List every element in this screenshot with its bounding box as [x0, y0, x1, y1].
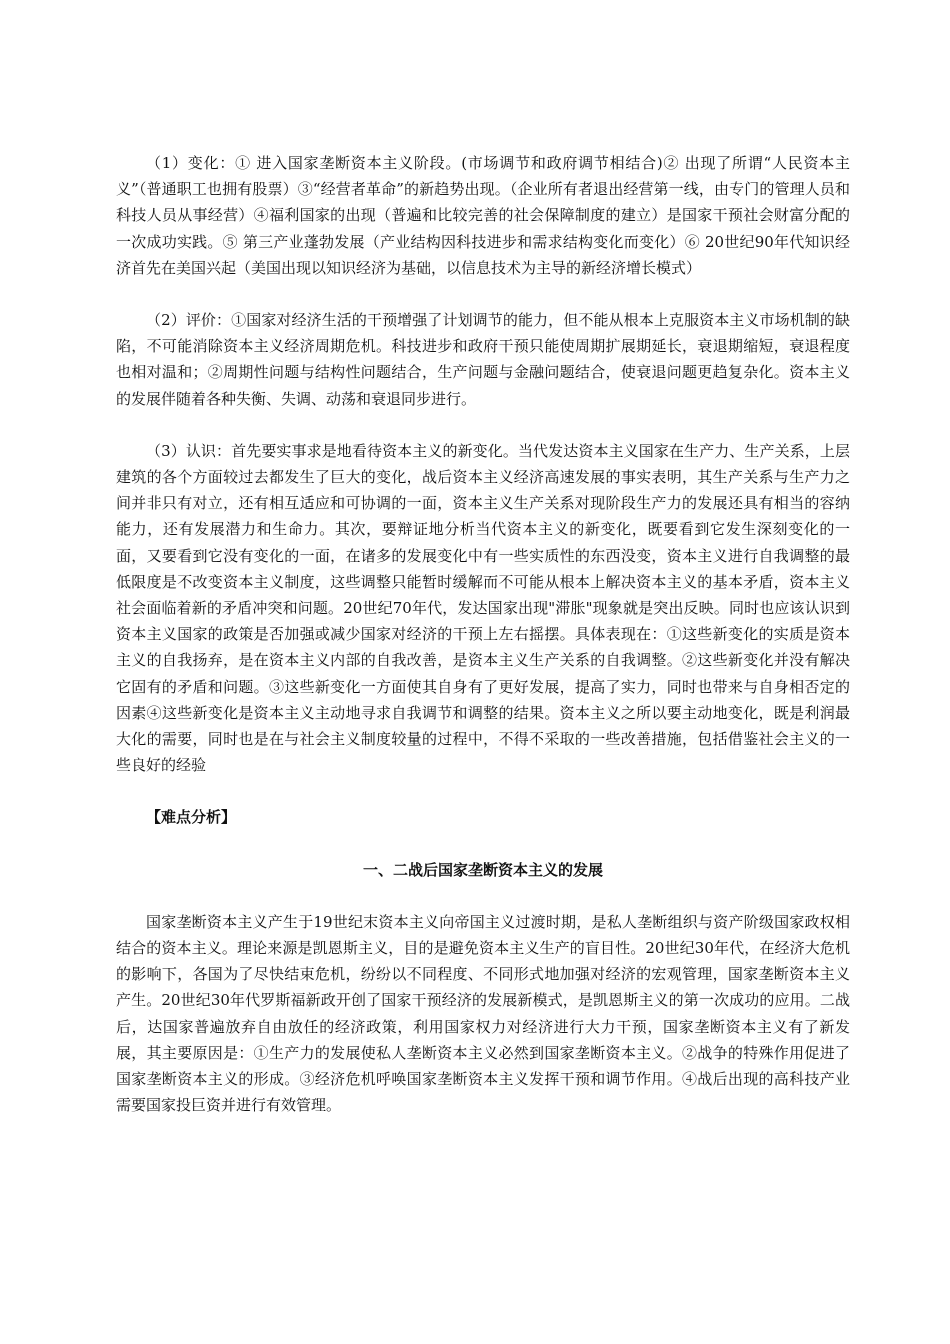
paragraph-spacer	[116, 778, 850, 804]
document-body	[116, 150, 850, 1119]
paragraph-changes: （1）变化：① 进入国家垄断资本主义阶段。(市场调节和政府调节相结合)② 出现了所谓“人民资本主义”（普通职工也拥有股票）③“经营者革命”的新趋势出现。（企业所有者退出经营第一线，由专门的管理人员和科技人员从事经营）④福利国家的出现（普遍和比较完善的社会保障制度的建立）是国家干预社会财富分配的一次成功实践。⑤ 第三产业蓬勃发展（产业结构因科技进步和需求结构变化而变化）⑥ 20世纪90年代知识经济首先在美国兴起（美国出现以知识经济为基础，以信息技术为主导的新经济增长模式）	[116, 154, 850, 277]
paragraph-spacer	[116, 412, 850, 438]
section-heading: 一、二战后国家垄断资本主义的发展	[362, 860, 603, 879]
section-label: 【难点分析】	[146, 808, 237, 827]
paragraph-spacer	[116, 831, 850, 857]
paragraph-spacer	[116, 883, 850, 909]
paragraph-evaluation: （2）评价：①国家对经济生活的干预增强了计划调节的能力，但不能从根本上克服资本主义市场机制的缺陷，不可能消除资本主义经济周期危机。科技进步和政府干预只能使周期扩展期延长，衰退期缩短，衰退程度也相对温和；②周期性问题与结构性问题结合，生产问题与金融问题结合，使衰退问题更趋复杂化。资本主义的发展伴随着各种失衡、失调、动荡和衰退同步进行。	[116, 311, 850, 408]
paragraph-understanding: （3）认识：首先要实事求是地看待资本主义的新变化。当代发达资本主义国家在生产力、生产关系，上层建筑的各个方面较过去都发生了巨大的变化，战后资本主义经济高速发展的事实表明，其生产关系与生产力之间并非只有对立，还有相互适应和可协调的一面，资本主义生产关系对现阶段生产力的发展还具有相当的容纳能力，还有发展潜力和生命力。其次，要辩证地分析当代资本主义的新变化，既要看到它发生深刻变化的一面，又要看到它没有变化的一面，在诸多的发展变化中有一些实质性的东西没变，资本主义进行自我调整的最低限度是不改变资本主义制度，这些调整只能暂时缓解而不可能从根本上解决资本主义的基本矛盾，资本主义社会面临着新的矛盾冲突和问题。20世纪70年代，发达国家出现"滞胀"现象就是突出反映。同时也应该认识到资本主义国家的政策是否加强或减少国家对经济的干预上左右摇摆。具体表现在：①这些新变化的实质是资本主义的自我扬弃，是在资本主义内部的自我改善，是资本主义生产关系的自我调整。②这些新变化并没有解决它固有的矛盾和问题。③这些新变化一方面使其自身有了更好发展，提高了实力，同时也带来与自身相否定的因素④这些新变化是资本主义主动地寻求自我调节和调整的结果。资本主义之所以要主动地变化，既是利润最大化的需要，同时也是在与社会主义制度较量的过程中，不得不采取的一些改善措施，包括借鉴社会主义的一些良好的经验	[116, 441, 850, 775]
paragraph-spacer	[116, 281, 850, 307]
paragraph-state-monopoly: 国家垄断资本主义产生于19世纪末资本主义向帝国主义过渡时期，是私人垄断组织与资产阶级国家政权相结合的资本主义。理论来源是凯恩斯主义，目的是避免资本主义生产的盲目性。20世纪30年代，在经济大危机的影响下，各国为了尽快结束危机，纷纷以不同程度、不同形式地加强对经济的宏观管理，国家垄断资本主义产生。20世纪30年代罗斯福新政开创了国家干预经济的发展新模式，是凯恩斯主义的第一次成功的应用。二战后，达国家普遍放弃自由放任的经济政策，利用国家权力对经济进行大力干预，国家垄断资本主义有了新发展，其主要原因是：①生产力的发展使私人垄断资本主义必然到国家垄断资本主义。②战争的特殊作用促进了国家垄断资本主义的形成。③经济危机呼唤国家垄断资本主义发挥干预和调节作用。④战后出现的高科技产业需要国家投巨资并进行有效管理。	[116, 912, 850, 1115]
